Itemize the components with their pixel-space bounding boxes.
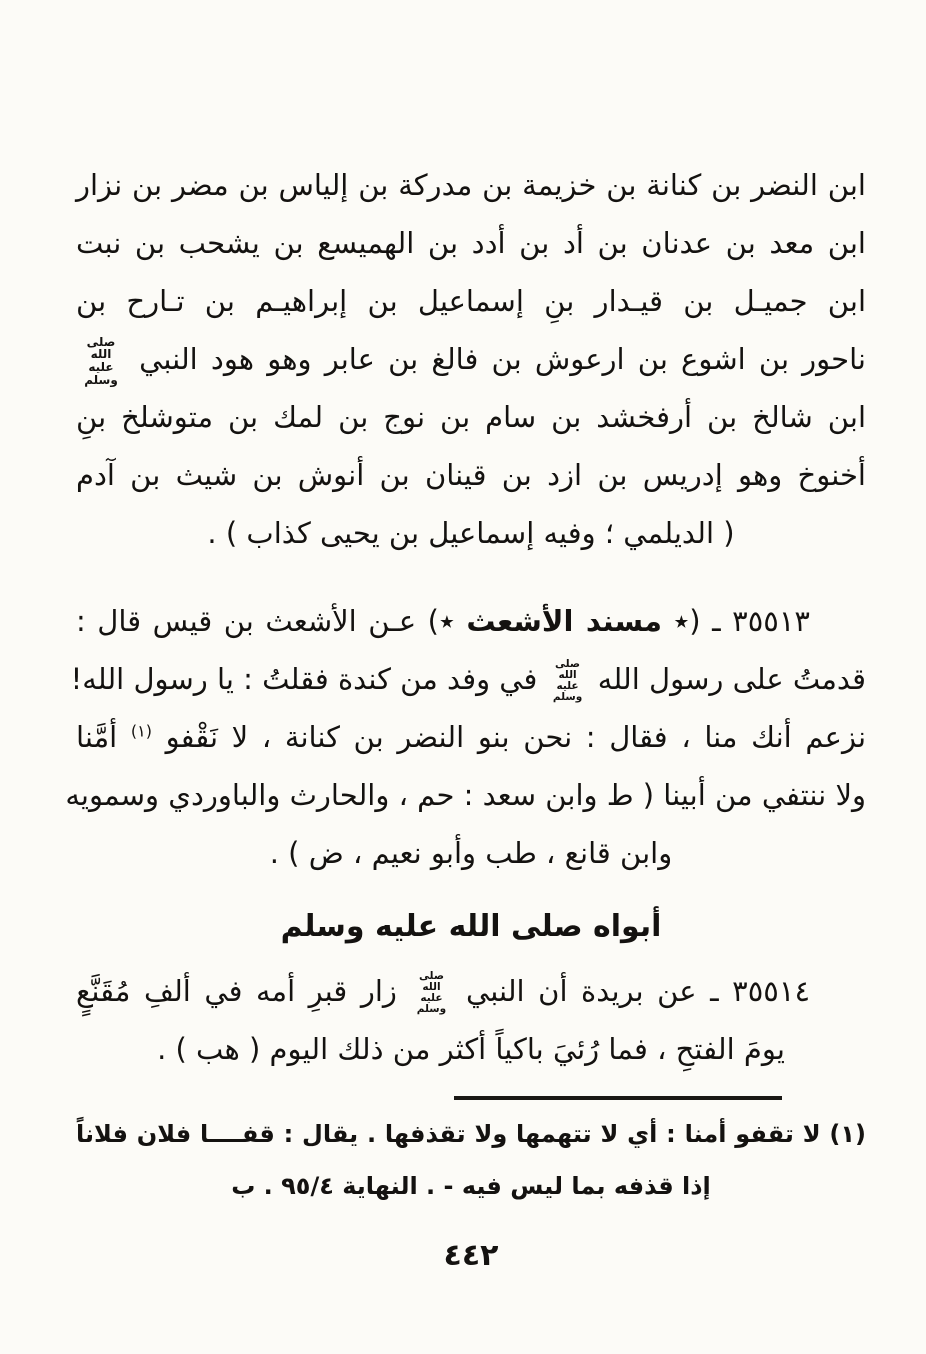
section-heading-his-parents: أبواه صلى الله عليه وسلم — [280, 909, 662, 944]
hadith-35513-title: مسند الأشعث — [466, 604, 662, 638]
hadith-entry-35513 — [65, 592, 867, 882]
hadith-35513-line-4: ولا ننتفي من أبينا ( ط وابن سعد : حم ، والحارث والباوردي وسمويه — [65, 778, 866, 812]
hadith-35514-line-1 — [76, 962, 866, 1020]
genealogy-source-line: ( الديلمي ؛ وفيه إسماعيل بن يحيى كذاب ) . — [207, 516, 735, 550]
hadith-35513-number: ٣٥٥١٣ ـ (٭ — [673, 604, 811, 638]
hadith-35513-line-2a: قدمتُ على رسول الله — [597, 662, 866, 696]
pbuh-calligraphy-mark: صلى الله عليه وسلم — [84, 334, 118, 387]
hadith-35513-line-3b: أمَّنا — [76, 720, 118, 754]
hadith-35513-source-line: وابن قانع ، طب وأبو نعيم ، ض ) . — [269, 836, 673, 870]
hadith-35513-line-2 — [70, 650, 866, 708]
hadith-35513-isnad: ٭) عـن الأشعث بن قيس قال : — [76, 604, 455, 638]
genealogy-line-4 — [76, 330, 866, 388]
hadith-entry-35514 — [76, 962, 866, 1078]
footnote-line-1: (١) لا تقفو أمنا : أي لا تتهمها ولا تقذفها . يقال : قفــــا فلان فلاناً — [76, 1120, 866, 1148]
hadith-35513-line-3 — [76, 708, 866, 766]
genealogy-paragraph — [76, 156, 866, 562]
hadith-35514-line-1b: زار قبرِ أمه في ألفِ مُقَنَّعٍ — [76, 974, 397, 1008]
hadith-35513-line-2b: في وفد من كندة فقلتُ : يا رسول الله! — [70, 662, 538, 696]
genealogy-line-4-text: ناحور بن اشوع بن ارعوش بن فالغ بن عابر وهو هود النبي — [139, 342, 866, 376]
footnote-line-2: إذا قذفه بما ليس فيه - . النهاية ٩٥/٤ . ب — [231, 1172, 711, 1200]
genealogy-line-5: ابن شالخ بن أرفخشد بن سام بن نوج بن لمك بن متوشلخ بنِ — [76, 400, 866, 434]
hadith-35514-line-1a: ٣٥٥١٤ ـ عن بريدة أن النبي — [466, 974, 811, 1008]
footnote-block — [76, 1108, 866, 1212]
genealogy-line-3: ابن جميـل بن قيـدار بنِ إسماعيل بن إبراهيـم بن تـارح بن — [76, 284, 866, 318]
hadith-35513-header-line — [76, 592, 866, 650]
hadith-35514-line-2: يومَ الفتحِ ، فما رُئيَ باكياً أكثر من ذلك اليوم ( هب ) . — [157, 1032, 785, 1066]
genealogy-line-2: ابن معد بن عدنان بن أد بن أدد بن الهميسع بن يشحب بن نبت — [76, 226, 866, 260]
pbuh-calligraphy-mark: صلى الله عليه وسلم — [416, 969, 447, 1016]
hadith-35513-line-3a: نزعم أنك منا ، فقال : نحن بنو النضر بن كنانة ، لا نَقْفو — [165, 720, 867, 754]
pbuh-calligraphy-mark: صلى الله عليه وسلم — [552, 657, 583, 704]
genealogy-line-6: أخنوخ وهو إدريس بن ازد بن قينان بن أنوش بن شيث بن آدم — [76, 458, 866, 492]
footnote-separator-rule — [454, 1096, 782, 1100]
page-number: ٤٤٢ — [443, 1238, 499, 1273]
footnote-reference-1: (١) — [130, 721, 152, 741]
genealogy-line-1: ابن النضر بن كنانة بن خزيمة بن مدركة بن إلياس بن مضر بن نزار — [76, 168, 866, 202]
